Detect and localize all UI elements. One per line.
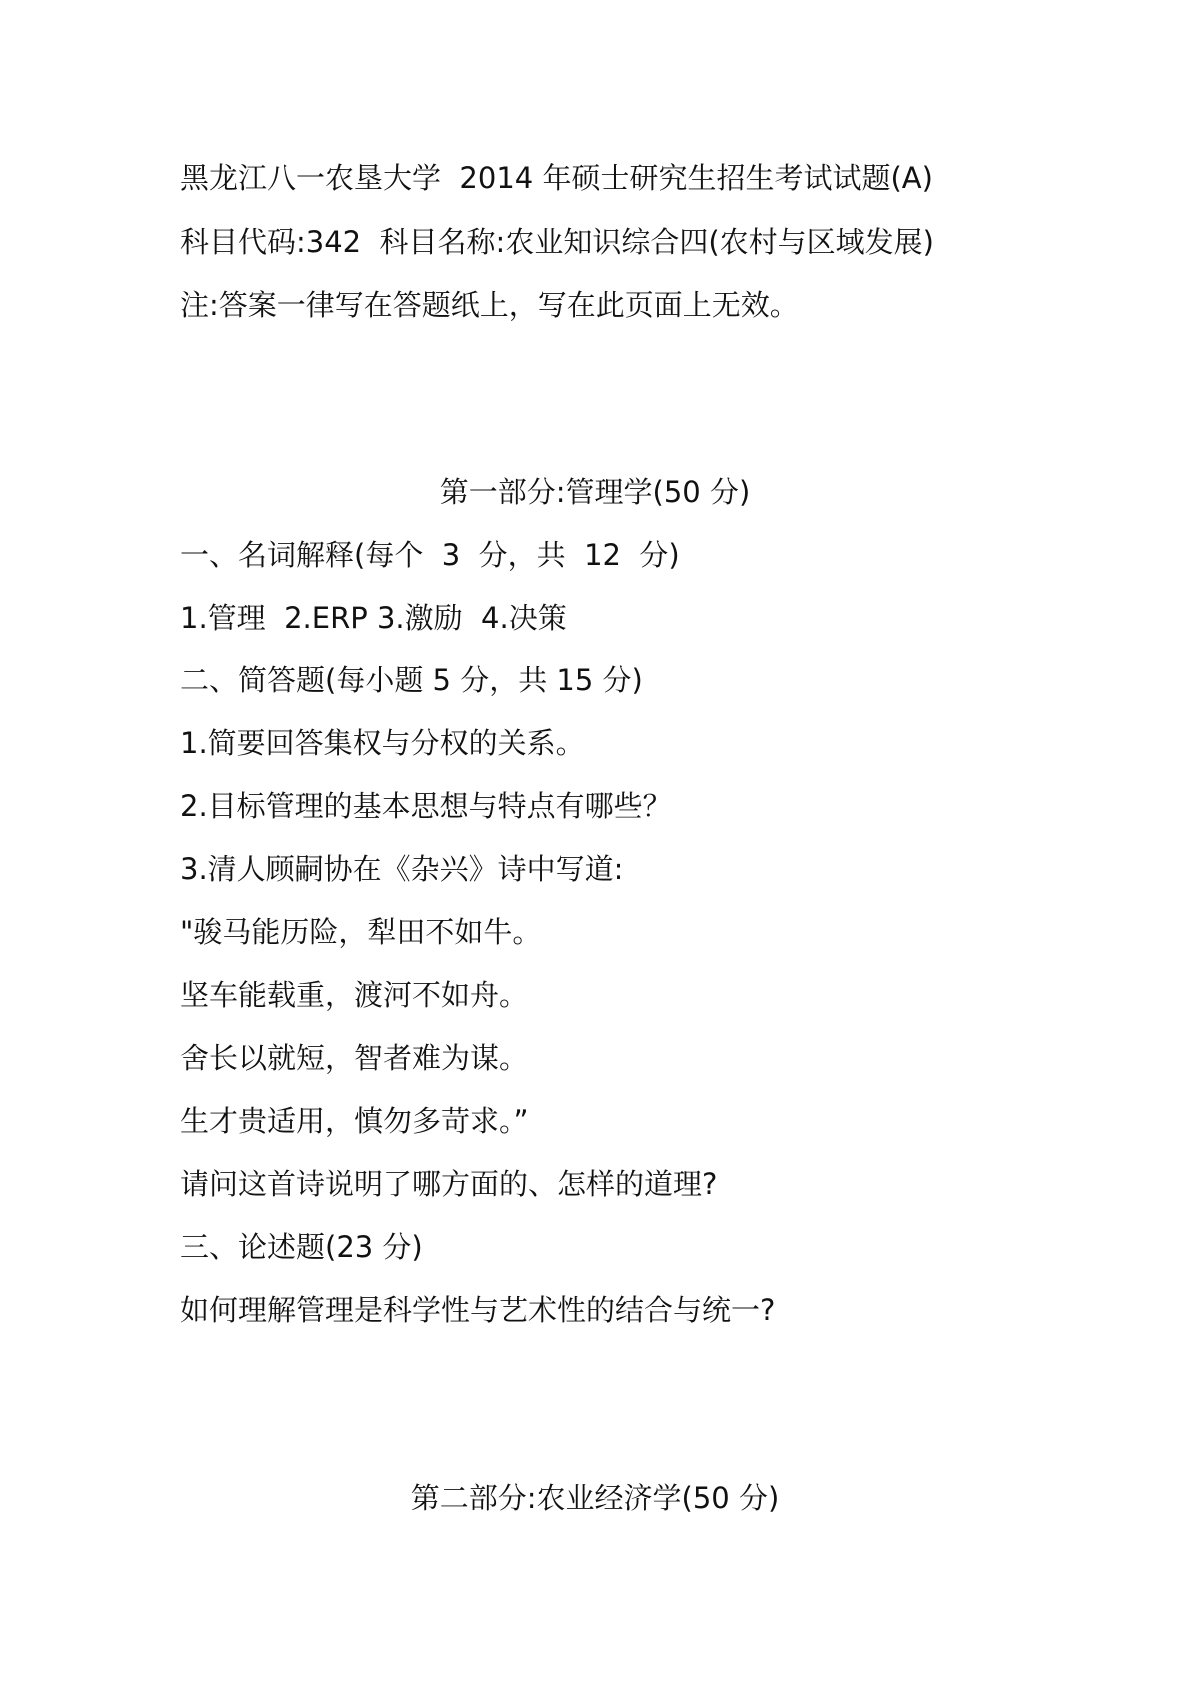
essay-question: 如何理解管理是科学性与艺术性的结合与统一?	[180, 1293, 776, 1327]
question-2-2: 2.目标管理的基本思想与特点有哪些？	[180, 789, 672, 823]
part2-heading: 第二部分:农业经济学(50 分)	[410, 1481, 780, 1515]
answer-note: 注:答案一律写在答题纸上，写在此页面上无效。	[180, 288, 799, 322]
subject-line: 科目代码:342 科目名称:农业知识综合四(农村与区域发展)	[180, 225, 934, 259]
section3-heading: 三、论述题(23 分)	[180, 1230, 423, 1264]
poem-line: 坚车能载重，渡河不如舟。	[180, 978, 529, 1012]
question-2-1: 1.简要回答集权与分权的关系。	[180, 726, 585, 760]
question-2-3: 3.清人顾嗣协在《杂兴》诗中写道:	[180, 852, 624, 886]
part1-heading: 第一部分:管理学(50 分)	[439, 475, 751, 509]
section2-heading: 二、简答题(每小题 5 分，共 15 分)	[180, 663, 643, 697]
poem-line: 舍长以就短，智者难为谋。	[180, 1041, 529, 1075]
exam-title: 黑龙江八一农垦大学 2014 年硕士研究生招生考试试题(A)	[180, 161, 933, 195]
question-2-3-prompt: 请问这首诗说明了哪方面的、怎样的道理?	[180, 1167, 718, 1201]
poem-line: "骏马能历险，犁田不如牛。	[180, 915, 542, 949]
section1-heading: 一、名词解释(每个 3 分，共 12 分)	[180, 538, 680, 572]
section1-terms: 1.管理 2.ERP 3.激励 4.决策	[180, 601, 567, 635]
poem-line: 生才贵适用，慎勿多苛求。”	[180, 1104, 529, 1138]
